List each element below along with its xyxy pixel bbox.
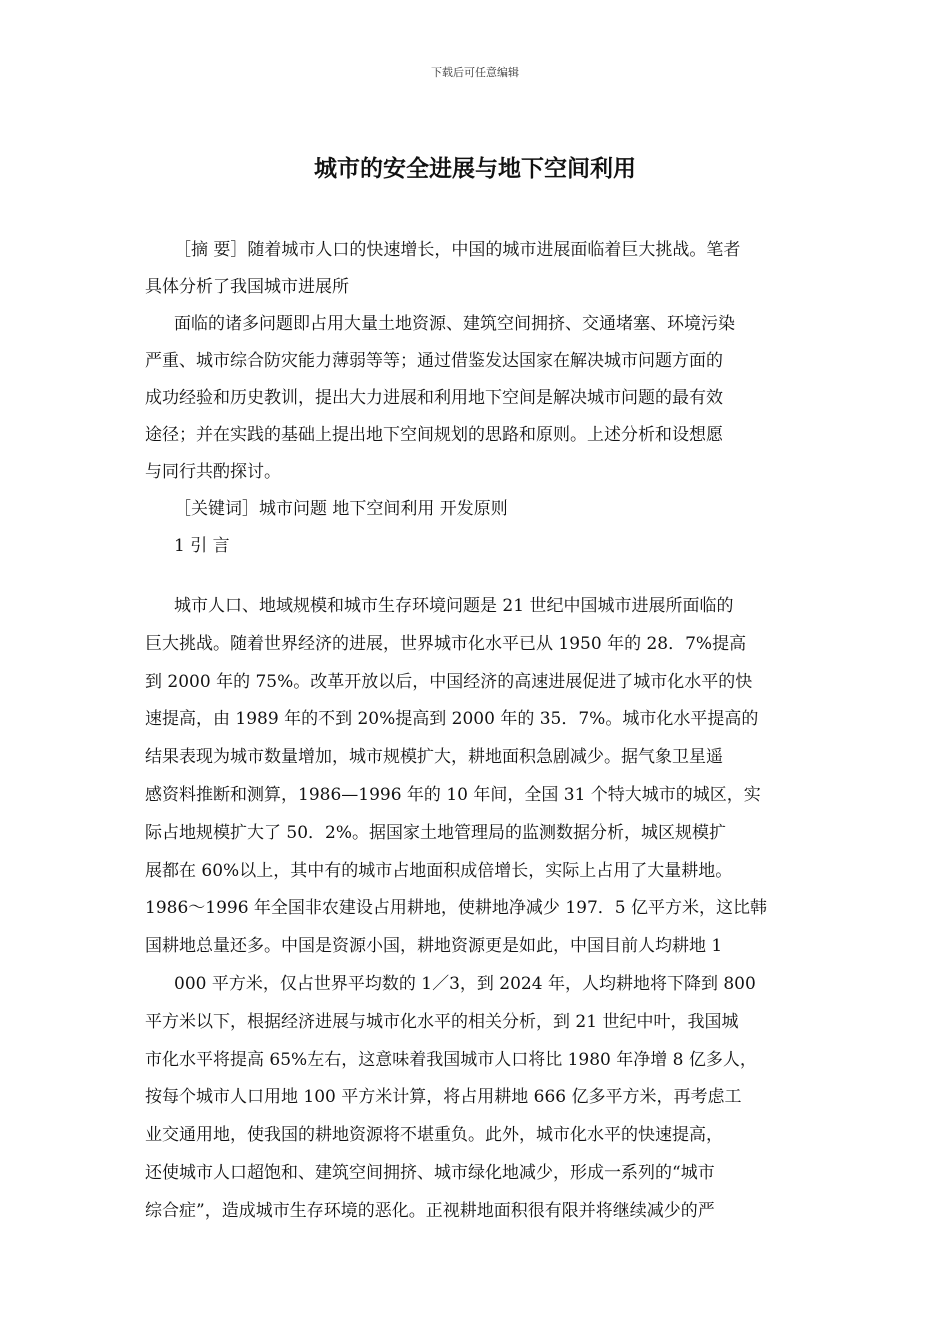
body-line: 平方米以下，根据经济进展与城市化水平的相关分析，到 21 世纪中叶，我国城 [145,1011,739,1032]
header-note: 下载后可任意编辑 [431,66,519,79]
body-line: 到 2000 年的 75%。改革开放以后，中国经济的高速进展促进了城市化水平的快 [145,671,753,692]
abstract-line: 具体分析了我国城市进展所 [145,277,349,297]
body-line: 感资料推断和测算，1986—1996 年的 10 年间，全国 31 个特大城市的城区，实 [145,784,761,805]
body-line: 综合症”，造成城市生存环境的恶化。正视耕地面积很有限并将继续减少的严 [145,1200,715,1221]
body-line: 巨大挑战。随着世界经济的进展，世界城市化水平已从 1950 年的 28．7%提高 [145,633,747,654]
body-line: 城市人口、地域规模和城市生存环境问题是 21 世纪中国城市进展所面临的 [174,596,734,616]
abstract-line: 成功经验和历史教训，提出大力进展和利用地下空间是解决城市问题的最有效 [145,388,723,408]
body-line: 000 平方米，仅占世界平均数的 1／3，到 2024 年，人均耕地将下降到 800 [174,973,756,994]
abstract-line: 与同行共酌探讨。 [145,462,281,482]
abstract-line: 途径；并在实践的基础上提出地下空间规划的思路和原则。上述分析和设想愿 [145,425,723,445]
document-title: 城市的安全进展与地下空间利用 [314,156,636,182]
body-line: 国耕地总量还多。中国是资源小国，耕地资源更是如此，中国目前人均耕地 1 [145,936,723,957]
keywords-line: ［关键词］城市问题 地下空间利用 开发原则 [174,499,508,519]
body-line: 还使城市人口超饱和、建筑空间拥挤、城市绿化地减少，形成一系列的“城市 [145,1162,715,1183]
body-line: 速提高，由 1989 年的不到 20%提高到 2000 年的 35．7%。城市化水平提高的 [145,709,759,730]
body-line: 际占地规模扩大了 50．2%。据国家土地管理局的监测数据分析，城区规模扩 [145,822,727,843]
body-line: 业交通用地，使我国的耕地资源将不堪重负。此外，城市化水平的快速提高， [145,1125,723,1146]
body-section [145,588,810,1231]
body-line: 按每个城市人口用地 100 平方米计算，将占用耕地 666 亿多平方米，再考虑工 [145,1087,742,1108]
body-line: 结果表现为城市数量增加，城市规模扩大，耕地面积急剧减少。据气象卫星遥 [145,747,723,768]
abstract-line: ［摘 要］随着城市人口的快速增长，中国的城市进展面临着巨大挑战。笔者 [174,240,741,260]
abstract-section [145,232,810,565]
body-line: 市化水平将提高 65%左右，这意味着我国城市人口将比 1980 年净增 8 亿多人， [145,1049,757,1070]
section-heading: 1 引 言 [174,536,230,556]
body-line: 展都在 60%以上，其中有的城市占地面积成倍增长，实际上占用了大量耕地。 [145,860,733,881]
abstract-line: 面临的诸多问题即占用大量土地资源、建筑空间拥挤、交通堵塞、环境污染 [174,314,735,334]
abstract-line: 严重、城市综合防灾能力薄弱等等；通过借鉴发达国家在解决城市问题方面的 [145,351,723,371]
body-line: 1986～1996 年全国非农建设占用耕地，使耕地净减少 197．5 亿平方米，这比韩 [145,898,768,919]
